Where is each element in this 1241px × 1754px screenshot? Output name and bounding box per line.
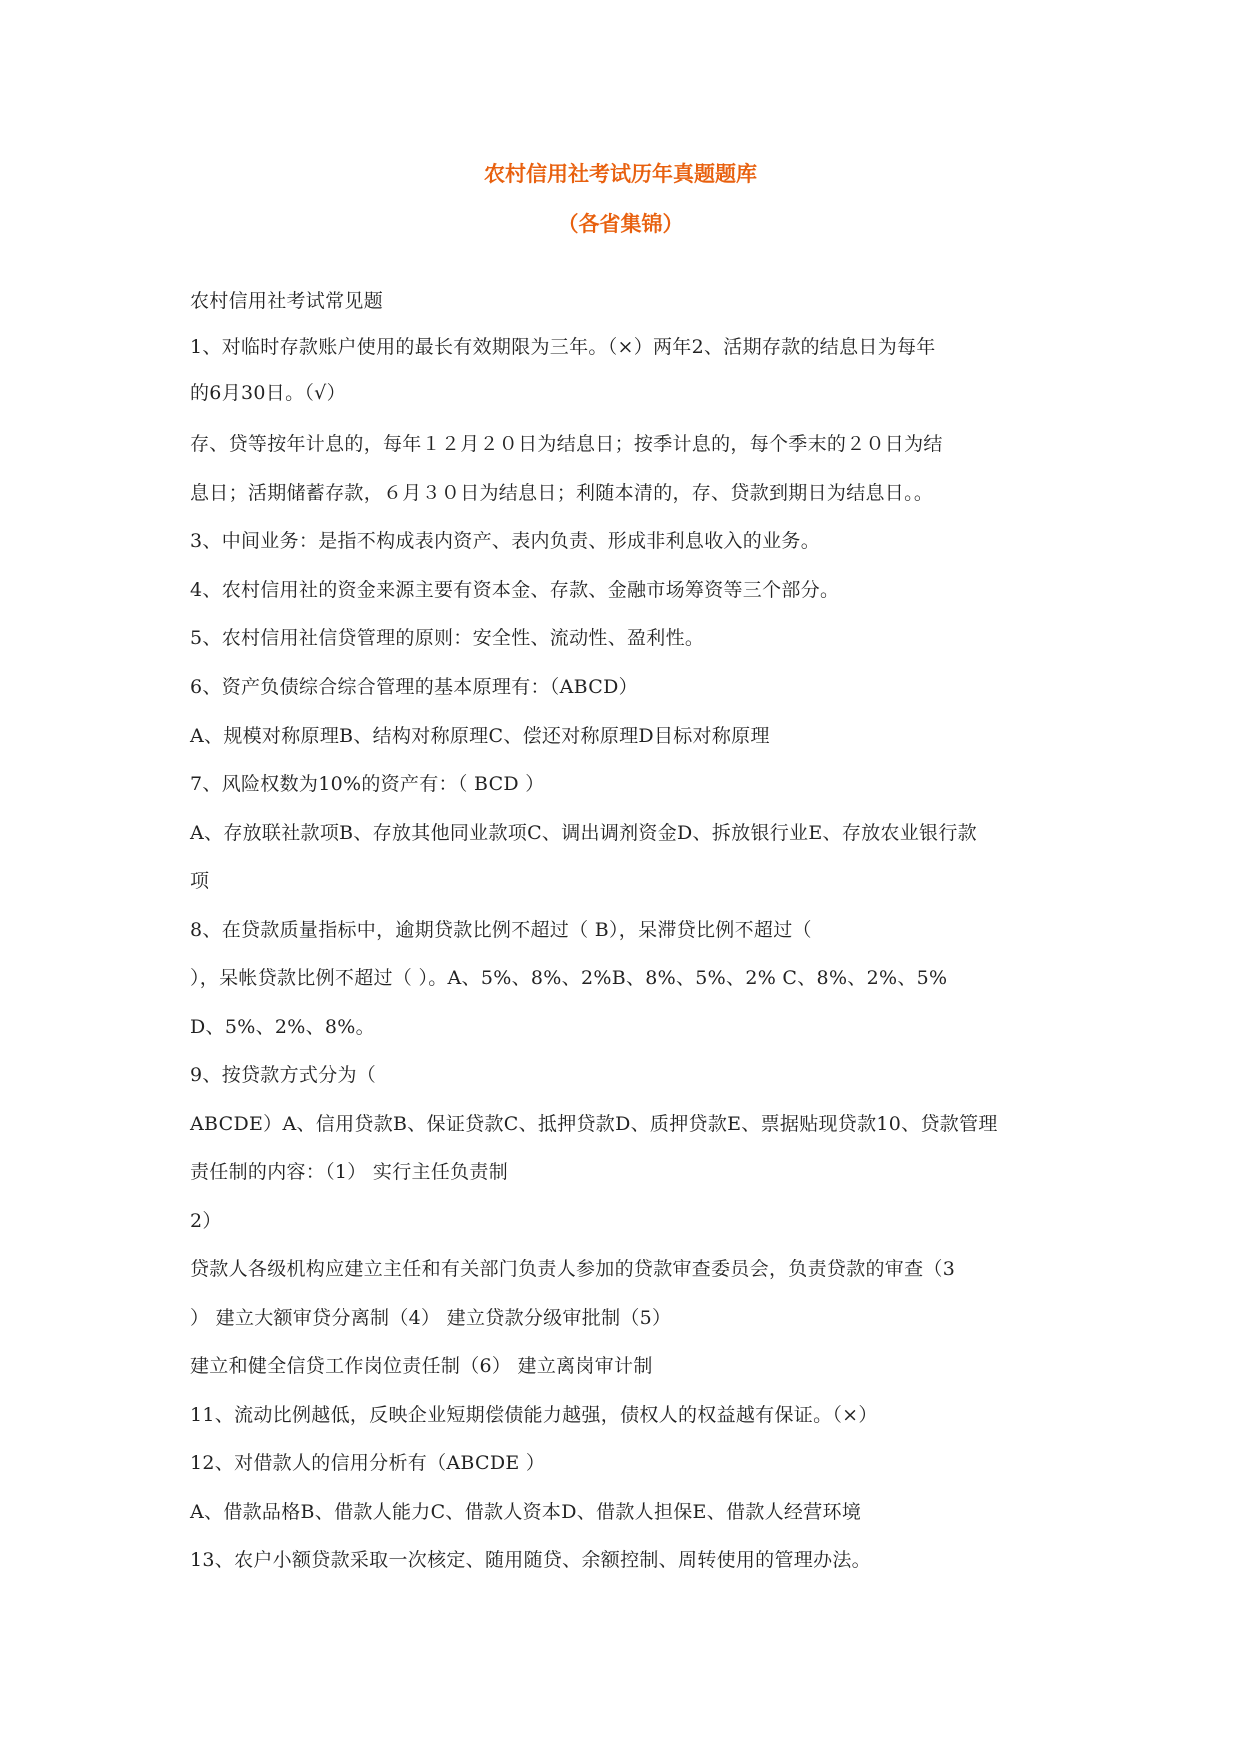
body-line: ABCDE）A、信用贷款B、保证贷款C、抵押贷款D、质押贷款E、票据贴现贷款10、贷款管理 (190, 1113, 998, 1135)
body-line: 13、农户小额贷款采取一次核定、随用随贷、余额控制、周转使用的管理办法。 (190, 1549, 871, 1571)
body-line: 存、贷等按年计息的，每年１２月２０日为结息日；按季计息的，每个季末的２０日为结 (190, 433, 943, 455)
document-title: 农村信用社考试历年真题题库 (484, 162, 757, 186)
body-line: 7、风险权数为10%的资产有：（ BCD ） (190, 773, 545, 795)
body-line: 5、农村信用社信贷管理的原则：安全性、流动性、盈利性。 (190, 627, 705, 649)
body-line: 2） (190, 1210, 222, 1232)
body-line: 6、资产负债综合综合管理的基本原理有：（ABCD） (190, 676, 638, 698)
body-line: 贷款人各级机构应建立主任和有关部门负责人参加的贷款审查委员会，负责贷款的审查（3 (190, 1258, 956, 1280)
body-line: A、借款品格B、借款人能力C、借款人资本D、借款人担保E、借款人经营环境 (190, 1501, 862, 1523)
body-line: 项 (190, 870, 210, 892)
body-line: A、存放联社款项B、存放其他同业款项C、调出调剂资金D、拆放银行业E、存放农业银行款 (190, 822, 977, 844)
body-line: ），呆帐贷款比例不超过（ ）。A、5%、8%、2%B、8%、5%、2% C、8%、2%、5% (190, 967, 948, 989)
body-line: 9、按贷款方式分为（ (190, 1064, 377, 1086)
body-line: 1、对临时存款账户使用的最长有效期限为三年。（×）两年2、活期存款的结息日为每年 (190, 336, 936, 358)
body-line: D、5%、2%、8%。 (190, 1016, 375, 1038)
body-line: 12、对借款人的信用分析有（ABCDE ） (190, 1452, 546, 1474)
body-line: 11、流动比例越低，反映企业短期偿债能力越强，债权人的权益越有保证。（×） (190, 1404, 878, 1426)
body-line: 4、农村信用社的资金来源主要有资本金、存款、金融市场筹资等三个部分。 (190, 579, 840, 601)
body-line: 3、中间业务：是指不构成表内资产、表内负责、形成非利息收入的业务。 (190, 530, 820, 552)
body-line: 建立和健全信贷工作岗位责任制（6） 建立离岗审计制 (190, 1355, 653, 1377)
document-subtitle: （各省集锦） (557, 212, 684, 236)
body-line: 的6月30日。（√） (190, 382, 346, 404)
body-line: 责任制的内容：（1） 实行主任负责制 (190, 1161, 509, 1183)
body-line: ） 建立大额审贷分离制（4） 建立贷款分级审批制（5） (190, 1307, 672, 1329)
body-line: 息日；活期储蓄存款，６月３０日为结息日；利随本清的，存、贷款到期日为结息日。。 (190, 482, 934, 504)
body-line: 8、在贷款质量指标中，逾期贷款比例不超过（ B），呆滞贷比例不超过（ (190, 919, 812, 941)
body-line: 农村信用社考试常见题 (190, 290, 384, 312)
body-line: A、规模对称原理B、结构对称原理C、偿还对称原理D目标对称原理 (190, 725, 770, 747)
